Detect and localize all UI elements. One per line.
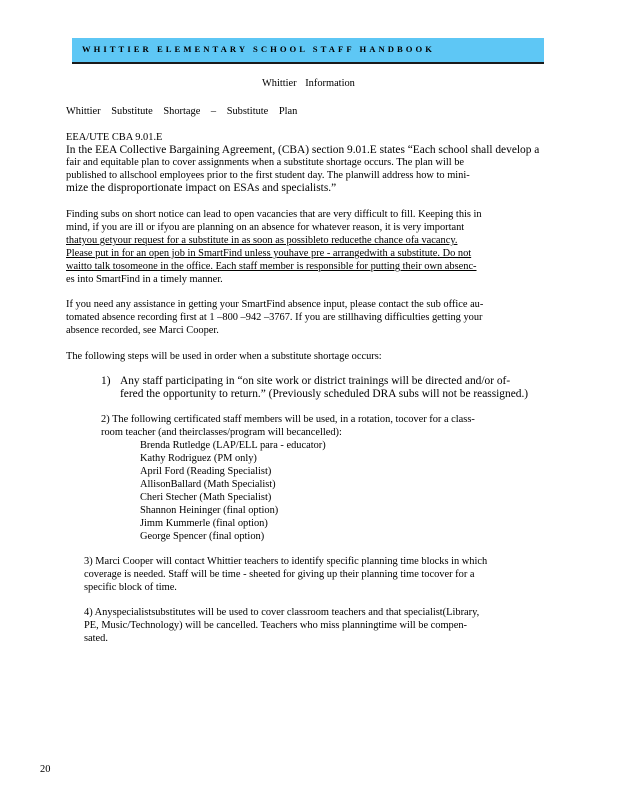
step4-line: 4) Anyspecialistsubstitutes will be used to cover classroom teachers and that specialist(Library, [84,607,480,618]
step3-line: coverage is needed. Staff will be time - sheeted for giving up their planning time tocover for a [84,569,475,580]
page-number: 20 [40,764,51,775]
staff-member: Kathy Rodriguez (PM only) [140,453,257,464]
contract-paragraph-line: fair and equitable plan to cover assignments when a substitute shortage occurs. The plan will be [66,157,465,168]
contract-paragraph-line: published to allschool employees prior to the first student day. The planwill address how to mini- [66,170,470,181]
assistance-line: tomated absence recording first at 1 –800 –942 –3767. If you are stillhaving difficulties getting your [66,312,483,323]
staff-member: AllisonBallard (Math Specialist) [140,479,276,490]
contract-reference: EEA/UTE CBA 9.01.E [66,132,163,143]
step1-line: fered the opportunity to return.” (Previously scheduled DRA subs will not be reassigned.) [120,388,529,400]
assistance-line: If you need any assistance in getting your SmartFind absence input, please contact the sub office au- [66,299,484,310]
staff-member: Shannon Heininger (final option) [140,505,279,516]
finding-subs-line: mind, if you are ill or ifyou are planning on an absence for whatever reason, it is very important [66,222,465,233]
finding-subs-line: Finding subs on short notice can lead to open vacancies that are very difficult to fill. Keeping this in [66,209,482,220]
staff-member: George Spencer (final option) [140,531,265,542]
assistance-line: absence recorded, see Marci Cooper. [66,325,219,336]
finding-subs-line-underlined: Please put in for an open job in SmartFind unless youhave pre - arrangedwith a substitute. Do not [66,248,472,259]
steps-intro: The following steps will be used in order when a substitute shortage occurs: [66,351,382,362]
finding-subs-line: es into SmartFind in a timely manner. [66,274,223,285]
contract-paragraph-line: mize the disproportionate impact on ESAs and specialists.” [66,182,337,194]
step3-line: 3) Marci Cooper will contact Whittier teachers to identify specific planning time blocks in which [84,556,488,567]
staff-member: April Ford (Reading Specialist) [140,466,272,477]
substitute-plan-heading: Whittier Substitute Shortage – Substitute Plan [66,106,298,117]
step3-line: specific block of time. [84,582,177,593]
staff-member: Jimm Kummerle (final option) [140,518,268,529]
office-note-underlined: waitto talk tosomeone in the office. Each staff member is responsible for putting their own absenc- [66,261,477,272]
step2-line: 2) The following certificated staff members will be used, in a rotation, tocover for a class- [101,414,475,425]
finding-subs-line-underlined: thatyou getyour request for a substitute in as soon as possibleto reducethe chance ofa vacancy. [66,235,458,246]
step4-line: PE, Music/Technology) will be cancelled. Teachers who miss planningtime will be compen- [84,620,468,631]
finding-subs-line [66,261,477,273]
staff-member: Cheri Stecher (Math Specialist) [140,492,272,503]
section-title: Whittier Information [262,78,355,89]
step2-line: room teacher (and theirclasses/program will becancelled): [101,427,342,438]
step4-line: sated. [84,633,108,644]
step1-number: 1) [101,375,111,387]
step1-line: Any staff participating in “on site work or district trainings will be directed and/or of- [120,375,511,387]
handbook-banner [72,38,544,64]
banner-title: WHITTIER ELEMENTARY SCHOOL STAFF HANDBOOK [82,44,435,54]
staff-member: Brenda Rutledge (LAP/ELL para - educator) [140,440,326,451]
contract-paragraph-line: In the EEA Collective Bargaining Agreement, (CBA) section 9.01.E states “Each school shall develop a [66,144,540,156]
